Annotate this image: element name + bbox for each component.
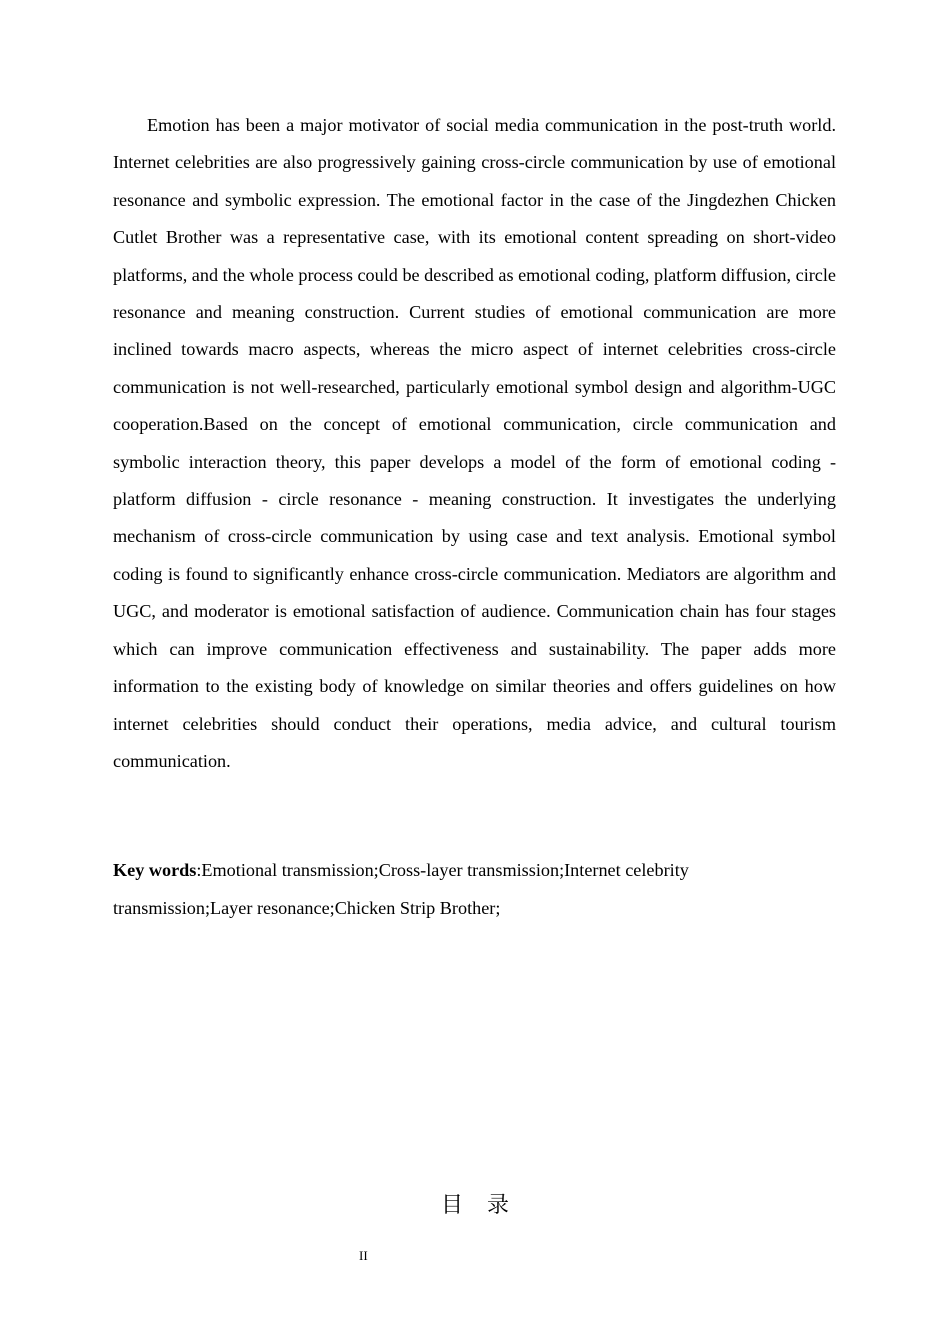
keywords-label: Key words [113, 860, 197, 880]
keywords-text: :Emotional transmission;Cross-layer transmission;Internet celebrity transmission;Layer resonance;Chicken Strip Brother; [113, 860, 689, 918]
table-of-contents-title: 目录 [440, 1193, 533, 1218]
page-number: II [359, 1248, 368, 1263]
keywords-line [113, 851, 753, 927]
abstract-paragraph: Emotion has been a major motivator of social media communication in the post-truth world. Internet celebrities are also progressively gaining cross-circle communication by use of emotional resonance and symbolic expression. The emotional factor in the case of the Jingdezhen Chicken Cutlet Brother was a representative case, with its emotional content spreading on short-video platforms, and the whole process could be described as emotional coding, platform diffusion, circle resonance and meaning construction. Current studies of emotional communication are more inclined towards macro aspects, whereas the micro aspect of internet celebrities cross-circle communication is not well-researched, particularly emotional symbol design and algorithm-UGC cooperation.Based on the concept of emotional communication, circle communication and symbolic interaction theory, this paper develops a model of the form of emotional coding - platform diffusion - circle resonance - meaning construction. It investigates the underlying mechanism of cross-circle communication by using case and text analysis. Emotional symbol coding is found to significantly enhance cross-circle communication. Mediators are algorithm and UGC, and moderator is emotional satisfaction of audience. Communication chain has four stages which can improve communication effectiveness and sustainability. The paper adds more information to the existing body of knowledge on similar theories and offers guidelines on how internet celebrities should conduct their operations, media advice, and cultural tourism communication. [113, 115, 836, 771]
